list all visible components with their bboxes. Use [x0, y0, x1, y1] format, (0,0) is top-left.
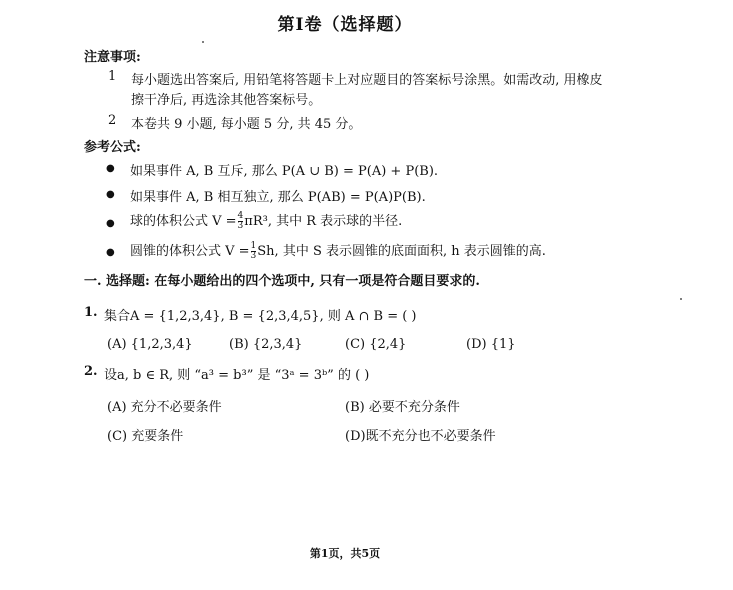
- note-1-number: 1: [108, 69, 117, 84]
- question-2-stem: 设a, b ∈ R, 则 “a³ = b³” 是 “3ᵃ = 3ᵇ” 的 ( ): [104, 368, 370, 383]
- q1-option-c: (C) {2,4}: [345, 337, 407, 352]
- question-1-stem: 集合A = {1,2,3,4}, B = {2,3,4,5}, 则 A ∩ B = ( ): [104, 309, 417, 324]
- fraction: $\frac{4}{3}$: [237, 211, 244, 231]
- fraction: $\frac{1}{3}$: [250, 241, 257, 261]
- bullet-icon: ●: [106, 247, 115, 258]
- q2-option-d: (D)既不充分也不必要条件: [345, 429, 496, 444]
- page-title: 第I卷（选择题）: [277, 15, 413, 35]
- q1-option-b: (B) {2,3,4}: [229, 337, 303, 352]
- q2-option-a: (A) 充分不必要条件: [107, 400, 222, 415]
- formula-cone: 圆锥的体积公式 V = $\frac{1}{3}$ Sh, 其中 S 表示圆锥的底面面积, h 表示圆锥的高.: [130, 241, 546, 261]
- question-2-number: 2.: [84, 364, 98, 379]
- question-1-number: 1.: [84, 305, 98, 320]
- note-1-line1: 每小题选出答案后, 用铅笔将答题卡上对应题目的答案标号涂黑。如需改动, 用橡皮: [131, 73, 603, 88]
- formula-sphere: 球的体积公式 V = $\frac{4}{3}$ πR³, 其中 R 表示球的半径.: [130, 211, 403, 231]
- page-footer: 第1页，共5页: [309, 547, 381, 560]
- scan-speck: [680, 298, 682, 300]
- section-heading: 一. 选择题: 在每小题给出的四个选项中, 只有一项是符合题目要求的.: [84, 274, 480, 289]
- formulas-heading: 参考公式:: [84, 140, 141, 155]
- q2-option-c: (C) 充要条件: [107, 429, 184, 444]
- q1-option-d: (D) {1}: [466, 337, 516, 352]
- notes-heading: 注意事项:: [84, 50, 141, 65]
- bullet-icon: ●: [106, 163, 115, 174]
- bullet-icon: ●: [106, 218, 115, 229]
- formula-independent: 如果事件 A, B 相互独立, 那么 P(AB) = P(A)P(B).: [130, 190, 426, 205]
- formula-exclusive: 如果事件 A, B 互斥, 那么 P(A ∪ B) = P(A) + P(B).: [130, 164, 439, 179]
- q2-option-b: (B) 必要不充分条件: [345, 400, 460, 415]
- scan-speck: [202, 41, 204, 43]
- note-2-line1: 本卷共 9 小题, 每小题 5 分, 共 45 分。: [131, 117, 362, 132]
- q1-option-a: (A) {1,2,3,4}: [107, 337, 193, 352]
- note-2-number: 2: [108, 113, 117, 128]
- note-1-line2: 擦干净后, 再选涂其他答案标号。: [131, 93, 322, 108]
- bullet-icon: ●: [106, 189, 115, 200]
